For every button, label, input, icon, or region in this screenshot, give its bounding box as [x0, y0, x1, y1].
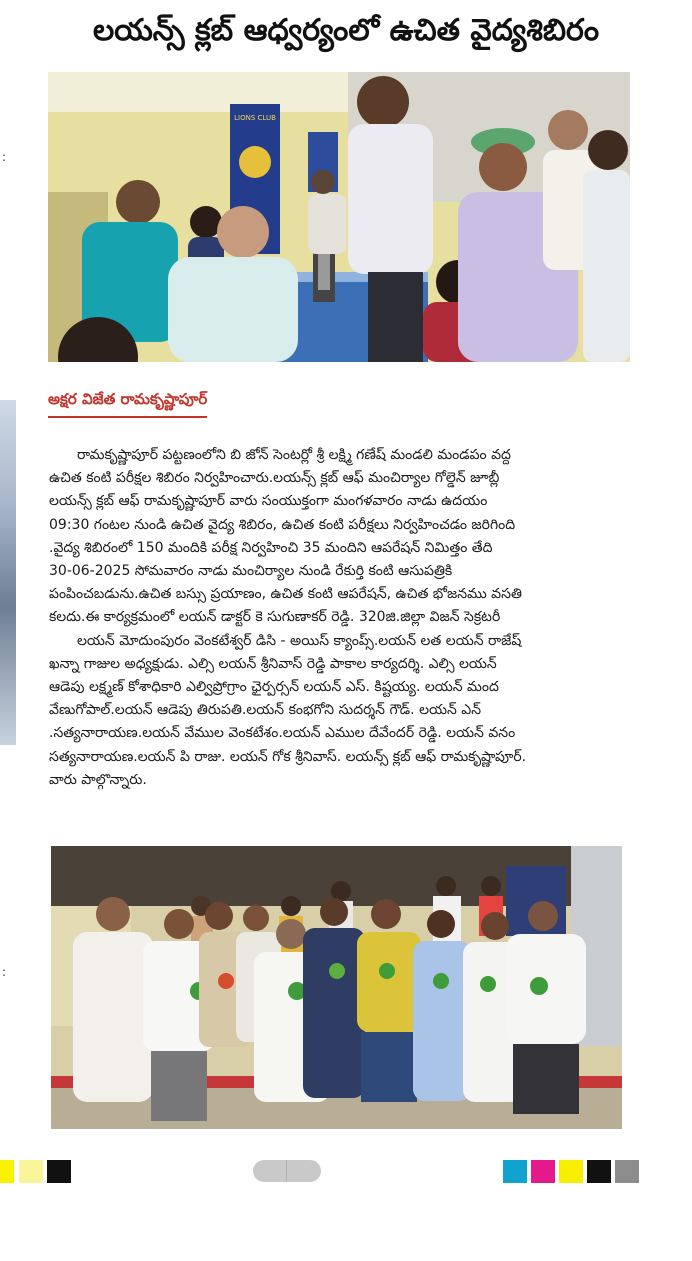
- article-line: ఆడెపు లక్ష్మణ్ కోశాధికారి ఎల్విప్రోగ్రాం ఛైర్పర్సన్ లయన్ ఎస్. కిష్టయ్య. లయన్ మంద: [49, 679, 499, 696]
- registration-swatch: [19, 1160, 43, 1183]
- scroll-handle[interactable]: [253, 1160, 321, 1182]
- registration-swatch: [531, 1160, 555, 1183]
- article-line: 09:30 గంటల నుండి ఉచిత వైద్య శిబిరం, ఉచిత కంటి పరీక్షలు నిర్వహించడం జరిగింది: [49, 516, 516, 533]
- article-line: ఉచిత కంటి పరీక్షల శిబిరం నిర్వహించారు.లయన్స్ క్లబ్ ఆఫ్ మంచిర్యాల గోల్డెన్ జూబ్లీ: [49, 470, 500, 487]
- adjacent-page-mark: :: [2, 965, 7, 979]
- article-line: వారు పాల్గొన్నారు.: [49, 771, 147, 788]
- article-line: కలదు.ఈ కార్యక్రమంలో లయన్ డాక్టర్ కె సుగుణాకర్ రెడ్డి. 320జి.జిల్లా విజన్ సెక్రటరీ: [49, 609, 501, 626]
- adjacent-page-edge: [0, 400, 16, 745]
- article-line: .వైద్య శిబిరంలో 150 మందికి పరీక్ష నిర్వహించి 35 మందిని ఆపరేషన్ నిమిత్తం తేది: [49, 539, 493, 556]
- byline: అక్షర విజేత రామకృష్ణాపూర్: [48, 390, 207, 418]
- article-line: ఖన్నా గాజుల అధ్యక్షుడు. ఎల్సి లయన్ శ్రీనివాస్ రెడ్డి పాకాల కార్యదర్శి. ఎల్సి లయన్: [49, 655, 497, 672]
- eye-camp-photo: [48, 72, 630, 362]
- registration-swatch: [503, 1160, 527, 1183]
- article-line: రామకృష్ణాపూర్ పట్టణంలోని బి జోన్ సెంటర్లో శ్రీ లక్ష్మి గణేష్ మండలి మండపం వద్ద: [77, 447, 511, 463]
- headline: లయన్స్ క్లబ్ ఆధ్వర్యంలో ఉచిత వైద్యశిబిరం: [92, 13, 600, 48]
- article-line: .సత్యనారాయణ.లయన్ వేముల వెంకటేశం.లయన్ ఎముల దేవేందర్ రెడ్డి. లయన్ వనం: [49, 725, 516, 742]
- lions-club-banner: LIONS CLUB: [234, 114, 276, 122]
- article-body: [49, 444, 629, 792]
- group-photo: [51, 846, 622, 1129]
- registration-swatch: [559, 1160, 583, 1183]
- registration-swatch: [587, 1160, 611, 1183]
- article-line: వేణుగోపాల్.లయన్ ఆడెపు తిరుపతి.లయన్ కంభగోని సుదర్శన్ గౌడ్. లయన్ ఎన్: [49, 702, 482, 719]
- article-line: సత్యనారాయణ.లయన్ పి రాజు. లయన్ గోక శ్రీనివాస్. లయన్స్ క్లబ్ ఆఫ్ రామకృష్ణాపూర్.: [49, 748, 527, 765]
- adjacent-page-mark: :: [2, 150, 7, 164]
- article-line: లయన్ మోదుంపురం వెంకటేశ్వర్ డిసి - అయిస్ క్యాంప్స్.లయన్ లత లయన్ రాజేష్: [77, 632, 522, 649]
- article-line: 30-06-2025 సోమవారం నాడు మంచిర్యాల నుండి రేకుర్తి కంటి ఆసుపత్రికి: [49, 563, 453, 580]
- article-line: పంపించబడును.ఉచిత బస్సు ప్రయాణం, ఉచిత కంటి ఆపరేషన్, ఉచిత భోజనము వసతి: [49, 586, 522, 603]
- registration-swatch: [47, 1160, 71, 1183]
- article-line: లయన్స్ క్లబ్ ఆఫ్ రామకృష్ణాపూర్ వారు సంయుక్తంగా మంగళవారం నాడు ఉదయం: [49, 493, 488, 510]
- registration-swatch: [615, 1160, 639, 1183]
- registration-swatch: [0, 1160, 14, 1183]
